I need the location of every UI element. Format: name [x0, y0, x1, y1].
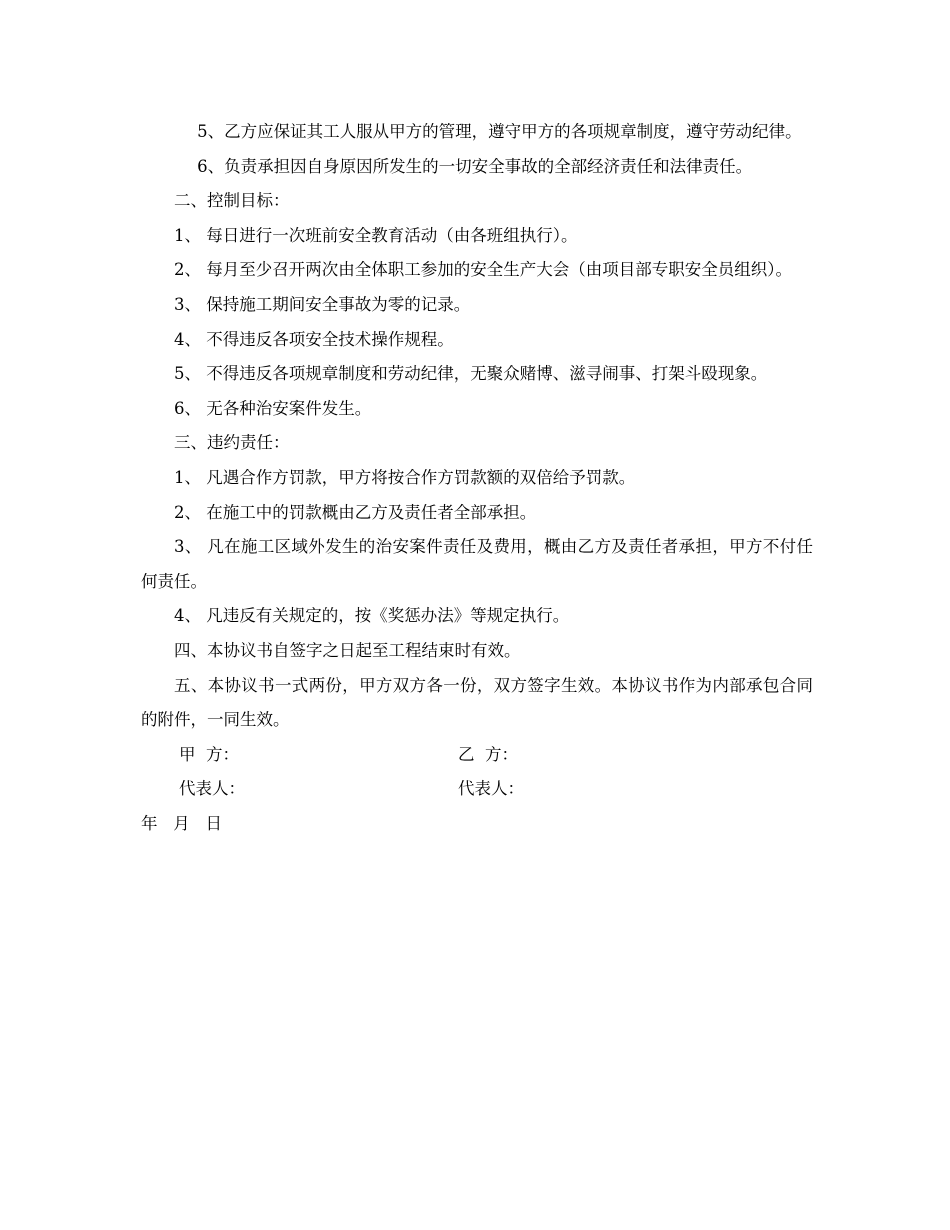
paragraph: 二、控制目标：: [174, 191, 290, 211]
paragraph: 5、乙方应保证其工人服从甲方的管理，遵守甲方的各项规章制度，遵守劳动纪律。: [197, 122, 802, 141]
paragraph: 五、本协议书一式两份，甲方双方各一份，双方签字生效。本协议书作为内部承包合同的附件，一同生效。: [141, 675, 813, 730]
document-body: [141, 115, 813, 841]
paragraph: 2、 每月至少召开两次由全体职工参加的安全生产大会（由项目部专职安全员组织）。: [174, 260, 792, 280]
party-b-label: 乙 方：: [458, 744, 518, 764]
paragraph: 6、 无各种治安案件发生。: [174, 398, 372, 418]
party-a-label: 甲 方：: [179, 744, 239, 764]
paragraph: 4、 不得违反各项安全技术操作规程。: [174, 329, 454, 349]
paragraph: 5、 不得违反各项规章制度和劳动纪律，无聚众赌博、滋寻闹事、打架斗殴现象。: [174, 364, 768, 384]
paragraph: 1、 凡遇合作方罚款，甲方将按合作方罚款额的双倍给予罚款。: [174, 467, 636, 487]
paragraph: 2、 在施工中的罚款概由乙方及责任者全部承担。: [174, 502, 537, 522]
paragraph: 四、本协议书自签字之日起至工程结束时有效。: [174, 640, 521, 660]
representative-row: [141, 772, 813, 807]
date-line: 年 月 日: [141, 813, 222, 833]
paragraph: 3、 保持施工期间安全事故为零的记录。: [174, 294, 471, 314]
representative-a-label: 代表人：: [179, 779, 245, 799]
paragraph: 3、 凡在施工区域外发生的治安案件责任及费用，概由乙方及责任者承担，甲方不付任何责任。: [141, 537, 813, 591]
party-row: [141, 738, 813, 773]
paragraph: 4、 凡违反有关规定的，按《奖惩办法》等规定执行。: [174, 606, 570, 626]
paragraph: 三、违约责任：: [174, 433, 290, 453]
representative-b-label: 代表人：: [458, 779, 524, 799]
paragraph: 6、负责承担因自身原因所发生的一切安全事故的全部经济责任和法律责任。: [197, 156, 753, 176]
paragraph-list: [141, 115, 813, 738]
paragraph: 1、 每日进行一次班前安全教育活动（由各班组执行）。: [174, 225, 578, 245]
